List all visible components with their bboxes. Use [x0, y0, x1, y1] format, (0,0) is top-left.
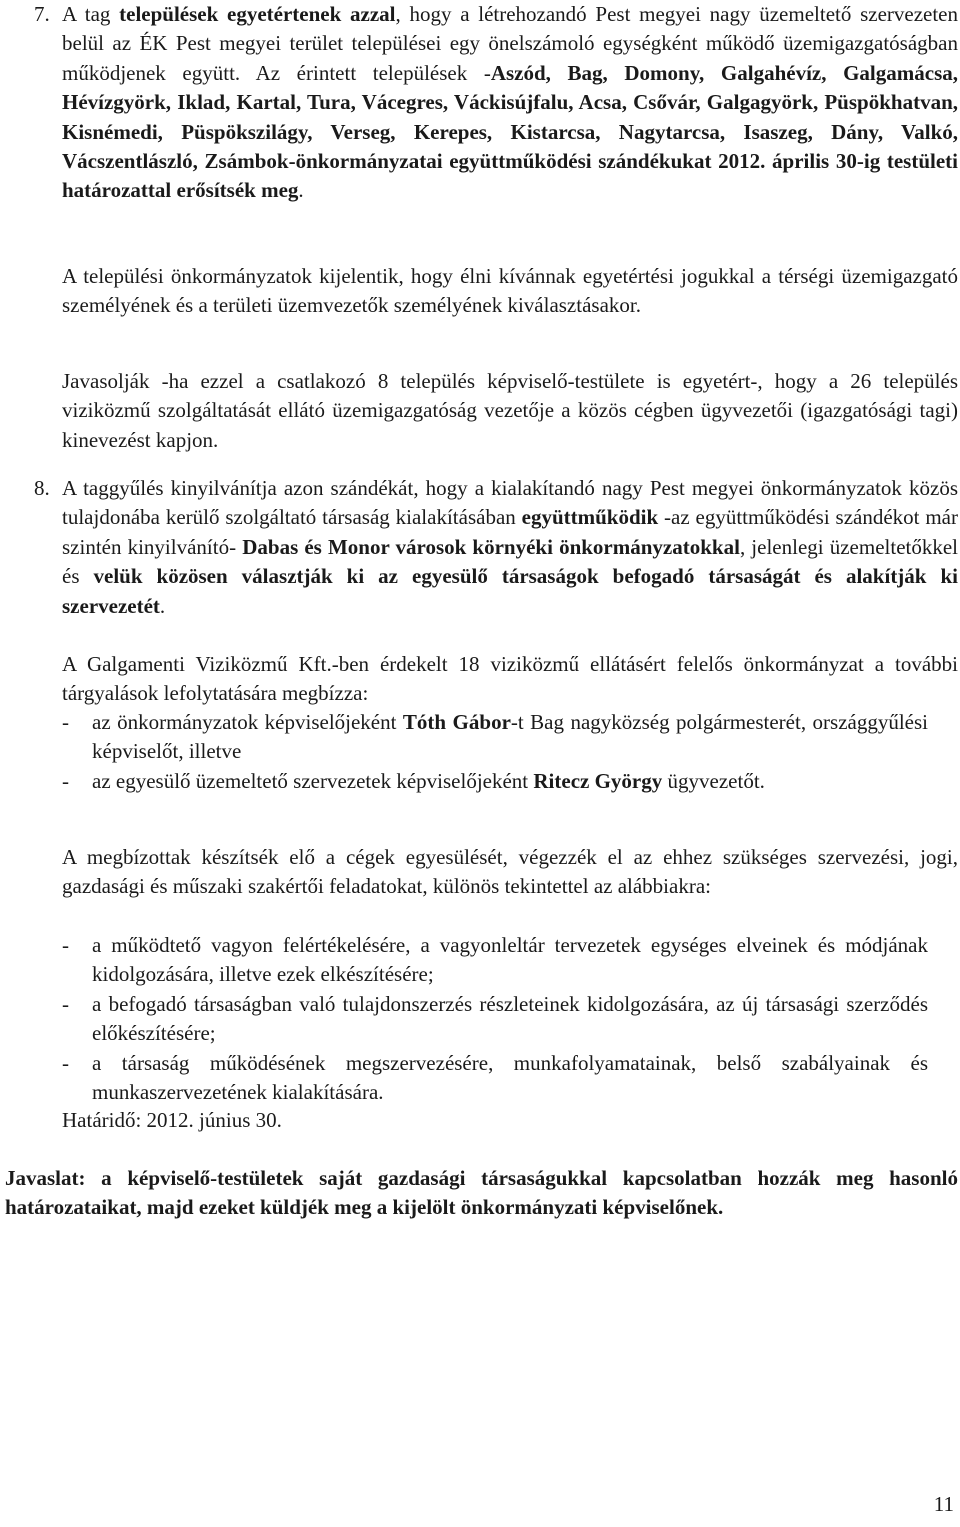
list-dash: - [62, 768, 69, 793]
item8-paragraph-2: A Galgamenti Viziközmű Kft.-ben érdekelt 18 viziközmű ellátásért felelős önkormányzat a további tárgyalások lefolytatására megbízza: [62, 652, 958, 706]
list-dash: - [62, 933, 69, 957]
deadline: Határidő: 2012. június 30. [62, 1108, 282, 1132]
item7-paragraph-2: A települési önkormányzatok kijelentik, hogy élni kívánnak egyetértési jogukkal a térségi üzemigazgató személyének és a területi üzemvezetők személyének kiválasztásakor. [62, 264, 958, 318]
bold-run: Tóth Gábor [402, 710, 511, 734]
item-number-8: 8. [34, 476, 50, 500]
text-run: az egyesülő üzemeltető szervezetek képviselőjeként [92, 768, 534, 793]
bold-run: velük közösen választják ki az egyesülő társaságok befogadó társaságát és alakítják ki szervezetét [62, 564, 958, 618]
bold-run: együttműködik [521, 505, 659, 530]
list-item-text: a működtető vagyon felértékelésére, a vagyonleltár tervezetek egységes elveinek és módjának kidolgozására, illetve ezek elkészítésére; [92, 933, 928, 987]
text-run: A tag [62, 2, 120, 26]
list-item-text [92, 708, 928, 767]
list-item-text [92, 767, 928, 796]
bold-run: Dabas és Monor városok környéki önkormányzatokkal [242, 534, 740, 559]
list-item [62, 708, 958, 767]
list-dash: - [62, 1050, 69, 1075]
text-run: . [159, 593, 166, 618]
item-number-7: 7. [34, 2, 50, 26]
text-run: , jelenlegi üzemeltetőkkel és [62, 534, 959, 589]
list-dash: - [62, 710, 69, 734]
list-item [62, 931, 958, 990]
text-run: -az együttműködési szándékot már szintén kinyilvánító- [62, 505, 958, 559]
text-run: ügyvezetőt. [662, 768, 765, 793]
list-item [62, 990, 958, 1049]
item8-paragraph-1 [62, 474, 958, 621]
page-number: 11 [933, 1492, 954, 1516]
text-run: , hogy a létrehozandó Pest megyei nagy üzemeltető szervezeten belül az ÉK Pest megyei terület települései egy önelszámoló egységként működő üzemigazgatóságban működjenek együtt. Az érintett települések - [62, 2, 958, 85]
proposal-paragraph: Javaslat: a képviselő-testületek saját gazdasági társaságukkal kapcsolatban hozzák meg hasonló határozataikat, majd ezeket küldjék meg a kijelölt önkormányzati képviselőnek. [5, 1166, 958, 1220]
item7-paragraph-3: Javasolják -ha ezzel a csatlakozó 8 település képviselő-testülete is egyetért-, hogy a 26 település viziközmű szolgáltatását ellátó üzemigazgatóság vezetője a közös cégben ügyvezetői (igazgatósági tagi) kinevezést kapjon. [62, 369, 958, 452]
list-item [62, 1049, 958, 1108]
item7-paragraph-1 [62, 0, 958, 206]
item8-paragraph-3: A megbízottak készítsék elő a cégek egyesülését, végezzék el az ehhez szükséges szervezési, jogi, gazdasági és műszaki szakértői feladatokat, különös tekintettel az alábbiakra: [62, 845, 958, 899]
text-run: . [298, 178, 304, 203]
tasks-list [62, 931, 958, 1107]
representatives-list [62, 708, 958, 796]
bold-run: Aszód, Bag, Domony, Galgahévíz, Galgamácsa, Hévízgyörk, Iklad, Kartal, Tura, Vácegres, Váckisújfalu, Acsa, Csővár, Galgagyörk, Püspökhatvan, Kisnémedi, Püspökszilágy, Verseg, Kerepes, Kistarcsa, Nagytarcsa, Isaszeg, Dány, Valkó, Vácszentlászló, Zsámbok-önkormányzatai együttműködési szándékukat 2012. április 30-ig testületi határozattal erősítsék meg [62, 60, 958, 203]
list-dash: - [62, 991, 69, 1016]
list-item [62, 767, 958, 796]
bold-run: Ritecz György [533, 768, 663, 793]
text-run: A taggyűlés kinyilvánítja azon szándékát, hogy a kialakítandó nagy Pest megyei önkormányzatok közös tulajdonába kerülő szolgáltató társaság kialakításában [62, 476, 958, 530]
text-run: az önkormányzatok képviselőjeként [92, 710, 403, 734]
text-run: -t Bag nagyközség polgármesterét, országgyűlési képviselőt, illetve [92, 710, 928, 764]
list-item-text: a társaság működésének megszervezésére, munkafolyamatainak, belső szabályainak és munkaszervezetének kialakítására. [92, 1050, 928, 1105]
bold-run: települések egyetértenek azzal [119, 2, 396, 26]
list-item-text: a befogadó társaságban való tulajdonszerzés részleteinek kidolgozására, az új társasági szerződés előkészítésére; [92, 991, 928, 1046]
